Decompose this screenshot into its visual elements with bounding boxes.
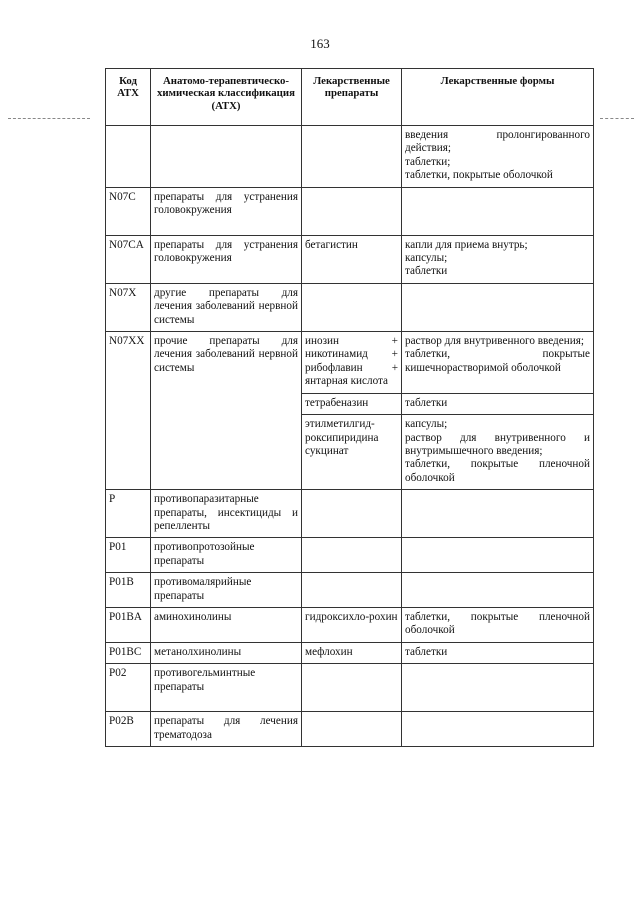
cell-classification: препараты для устранения головокружения: [151, 187, 302, 235]
cell-classification: прочие препараты для лечения заболеваний нервной системы: [151, 332, 302, 490]
dosage-form: таблетки, покрытые пленочной оболочкой: [405, 458, 590, 484]
cell-code: [106, 126, 151, 188]
table-row: [106, 607, 594, 642]
table-body: [106, 126, 594, 747]
cell-drugs: [302, 283, 402, 331]
drug-name: этилметилгид-роксипиридина сукцинат: [305, 418, 379, 457]
cell-classification: [151, 126, 302, 188]
cell-drugs: [302, 332, 402, 394]
cell-forms: [402, 573, 594, 608]
drug-name: бетагистин: [305, 238, 358, 251]
header-forms: Лекарственные формы: [402, 69, 594, 126]
table-row: [106, 187, 594, 235]
cell-classification: противопаразитарные препараты, инсектициды и репелленты: [151, 490, 302, 538]
table-row: [106, 235, 594, 283]
cell-code: P01BA: [106, 607, 151, 642]
cell-drugs: [302, 664, 402, 712]
cell-drugs: [302, 573, 402, 608]
dosage-form: введения пролонгированного действия;: [405, 129, 590, 155]
table-row: [106, 538, 594, 573]
dosage-form: капли для приема внутрь;: [405, 238, 528, 251]
header-drugs: Лекарственные препараты: [302, 69, 402, 126]
drug-name: инозин + никотинамид + рибофлавин + янтарная кислота: [305, 335, 398, 388]
cell-drugs: [302, 187, 402, 235]
table-row: [106, 332, 594, 394]
drug-name: тетрабеназин: [305, 396, 369, 409]
cell-drugs: [302, 642, 402, 663]
dosage-form: таблетки: [405, 396, 448, 409]
cell-code: N07X: [106, 283, 151, 331]
table-row: [106, 283, 594, 331]
cell-drugs: [302, 415, 402, 490]
cell-classification: препараты для лечения трематодоза: [151, 712, 302, 747]
dosage-form: таблетки: [405, 265, 448, 278]
dosage-form: таблетки, покрытые кишечнорастворимой оболочкой: [405, 348, 590, 374]
header-code: Код АТХ: [106, 69, 151, 126]
cell-drugs: [302, 712, 402, 747]
cell-forms: [402, 538, 594, 573]
dosage-form: капсулы;: [405, 252, 448, 265]
cell-forms: [402, 642, 594, 663]
table-row: [106, 642, 594, 663]
dosage-form: раствор для внутривенного введения;: [405, 335, 584, 348]
cell-code: N07C: [106, 187, 151, 235]
cell-forms: [402, 490, 594, 538]
cell-drugs: [302, 235, 402, 283]
cell-classification: противогельминтные препараты: [151, 664, 302, 712]
cell-code: P01BC: [106, 642, 151, 663]
cell-classification: другие препараты для лечения заболеваний нервной системы: [151, 283, 302, 331]
cell-classification: препараты для устранения головокружения: [151, 235, 302, 283]
cell-code: P02B: [106, 712, 151, 747]
table-row: [106, 490, 594, 538]
cell-forms: [402, 415, 594, 490]
cell-drugs: [302, 393, 402, 414]
cell-classification: метанолхинолины: [151, 642, 302, 663]
cell-classification: аминохинолины: [151, 607, 302, 642]
table-header-row: [106, 69, 594, 126]
dosage-form: капсулы;: [405, 418, 448, 431]
cell-forms: [402, 187, 594, 235]
drug-name: гидроксихло-рохин: [305, 610, 398, 623]
cell-code: N07CA: [106, 235, 151, 283]
header-classification: Анатомо-терапевтическо-химическая классификация (АТХ): [151, 69, 302, 126]
cell-forms: [402, 664, 594, 712]
table-row: [106, 126, 594, 188]
cell-drugs: [302, 538, 402, 573]
cell-drugs: [302, 607, 402, 642]
atx-table: [105, 68, 594, 747]
cell-drugs: [302, 126, 402, 188]
cell-forms: [402, 126, 594, 188]
cell-code: P01B: [106, 573, 151, 608]
cell-classification: противопротозойные препараты: [151, 538, 302, 573]
dosage-form: таблетки, покрытые пленочной оболочкой: [405, 610, 590, 637]
cell-forms: [402, 712, 594, 747]
table-row: [106, 712, 594, 747]
cell-forms: [402, 332, 594, 394]
cell-drugs: [302, 490, 402, 538]
cell-forms: [402, 607, 594, 642]
cell-forms: [402, 393, 594, 414]
cell-code: N07XX: [106, 332, 151, 490]
cell-code: P02: [106, 664, 151, 712]
cell-forms: [402, 283, 594, 331]
table-row: [106, 573, 594, 608]
drug-name: мефлохин: [305, 645, 353, 658]
cell-classification: противомалярийные препараты: [151, 573, 302, 608]
dosage-form: таблетки, покрытые оболочкой: [405, 169, 553, 182]
cell-forms: [402, 235, 594, 283]
margin-mark-left: [8, 118, 90, 119]
dosage-form: таблетки;: [405, 155, 451, 168]
cell-code: P: [106, 490, 151, 538]
table-row: [106, 664, 594, 712]
cell-code: P01: [106, 538, 151, 573]
dosage-form: таблетки: [405, 645, 448, 658]
page-number: 163: [310, 36, 330, 51]
dosage-form: раствор для внутривенного и внутримышечного введения;: [405, 431, 590, 457]
margin-mark-right: [600, 118, 634, 119]
